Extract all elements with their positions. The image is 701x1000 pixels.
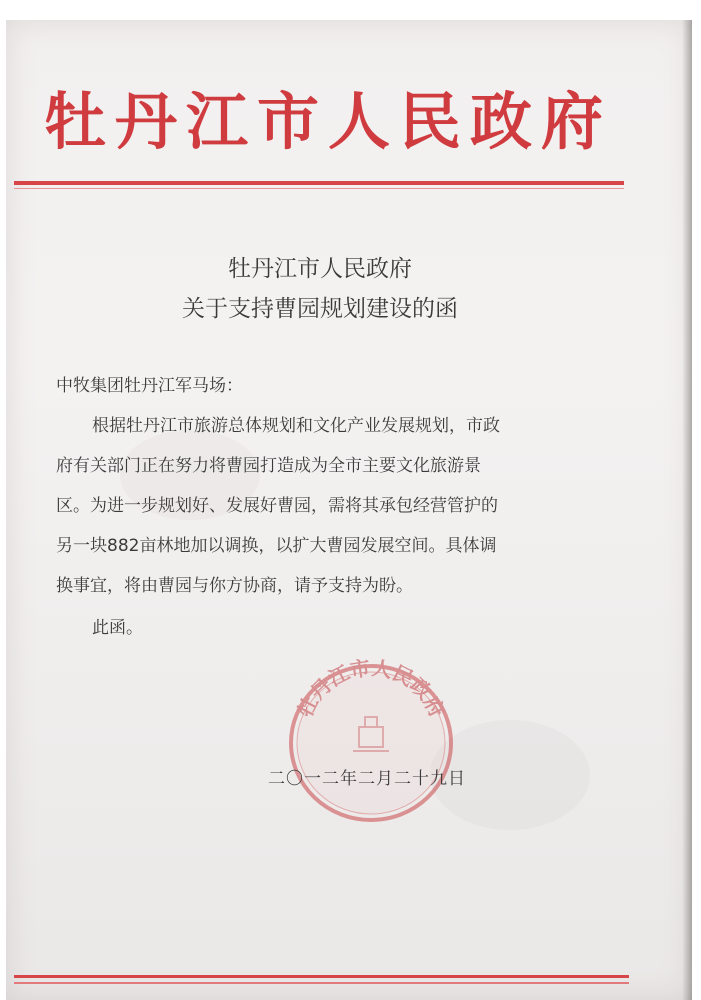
masthead-red-rule xyxy=(14,181,624,185)
body-line: 另一块882亩林地加以调换，以扩大曹园发展空间。具体调 xyxy=(56,536,497,556)
salutation: 中牧集团牡丹江军马场： xyxy=(56,376,243,396)
seal-text: 牡丹江市人民政府 xyxy=(292,655,450,722)
document-date: 二〇一二年二月二十九日 xyxy=(268,769,466,789)
document-title-line2: 关于支持曹园规划建设的函 xyxy=(182,296,458,322)
masthead-red-rule-thin xyxy=(14,188,624,189)
footer-red-rule xyxy=(14,975,629,978)
body-line: 换事宜，将由曹园与你方协商，请予支持为盼。 xyxy=(56,576,413,596)
closing-remark: 此函。 xyxy=(92,618,143,638)
official-seal-stamp xyxy=(283,655,459,825)
body-line: 区。为进一步规划好、发展好曹园，需将其承包经营管护的 xyxy=(56,496,498,516)
body-line: 府有关部门正在努力将曹园打造成为全市主要文化旅游景 xyxy=(56,456,481,476)
document-title-line1: 牡丹江市人民政府 xyxy=(228,256,412,282)
footer-red-rule-thin xyxy=(14,982,629,984)
body-line: 根据牡丹江市旅游总体规划和文化产业发展规划，市政 xyxy=(92,416,500,436)
document-masthead: 牡丹江市人民政府 xyxy=(43,85,612,158)
paper-shadow-edge xyxy=(682,20,692,1000)
